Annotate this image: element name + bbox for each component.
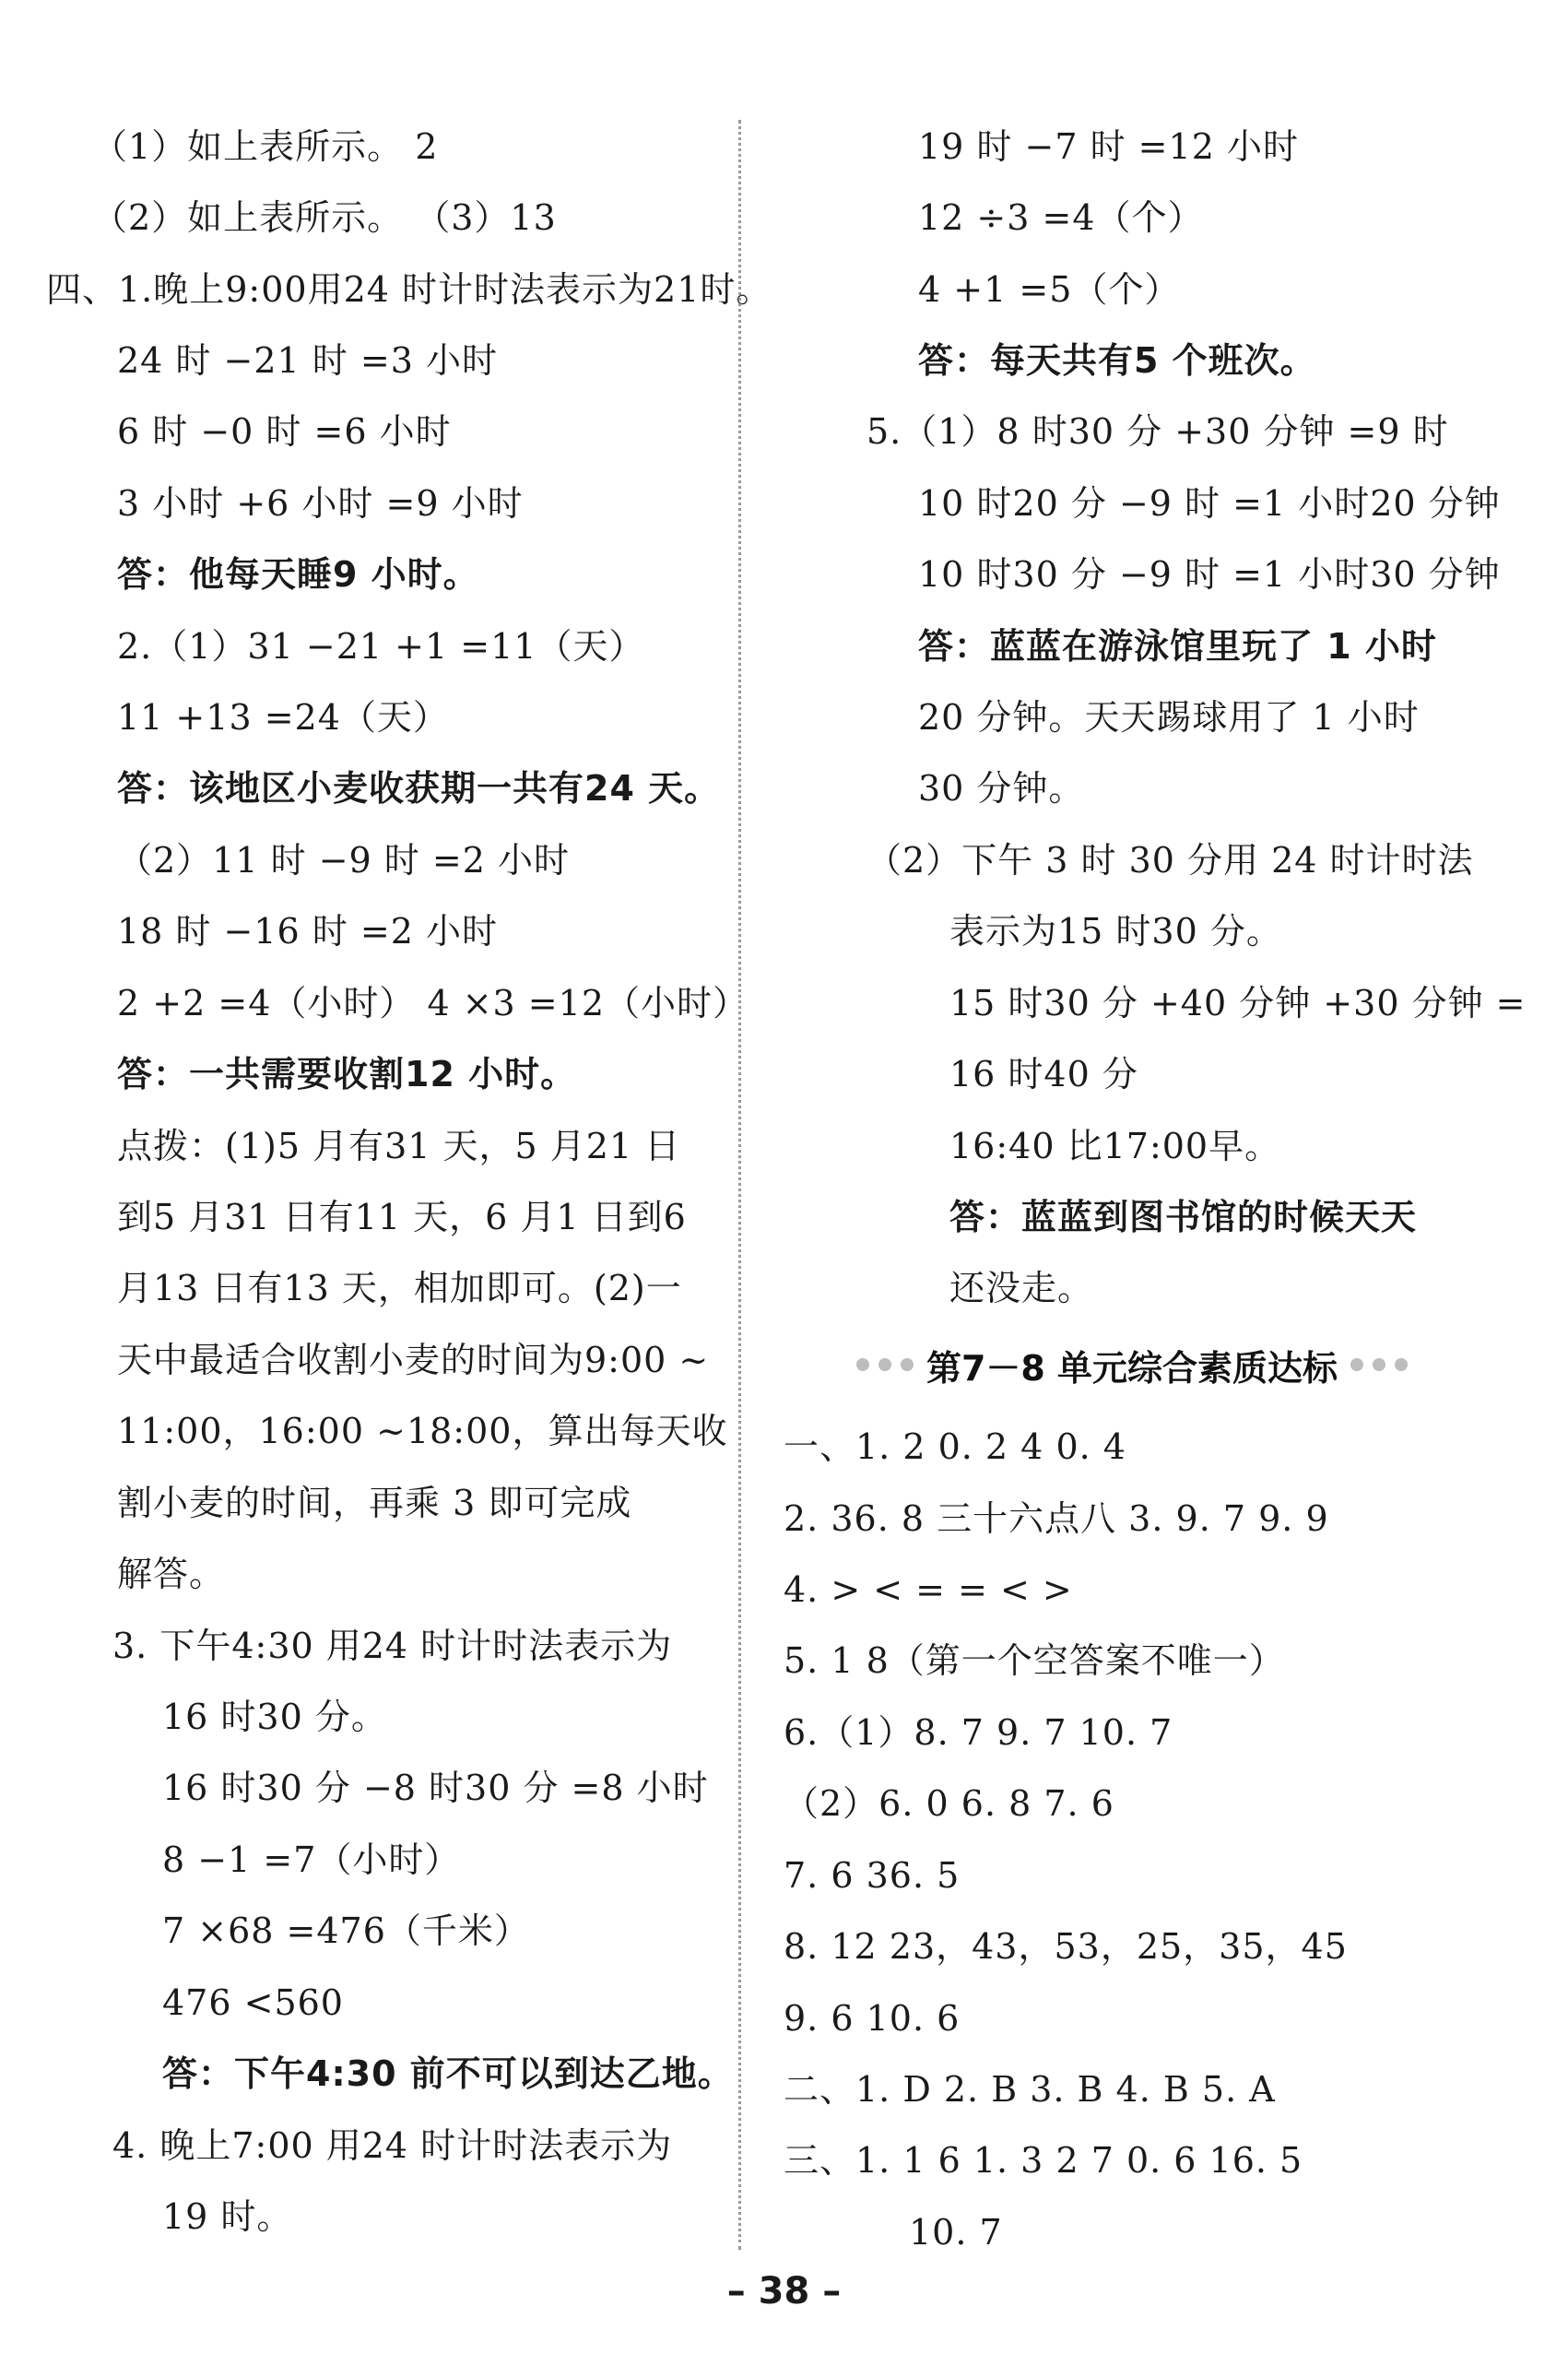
text-line: 476 <560 [162, 1982, 344, 2023]
answer-line: 答：他每天睡9 小时。 [117, 554, 479, 595]
text-line: 15 时30 分 +40 分钟 +30 分钟 = [949, 983, 1527, 1023]
answer-line: 答：该地区小麦收获期一共有24 天。 [117, 768, 721, 809]
text-line: 30 分钟。 [918, 768, 1085, 809]
text-line: 7. 6 36. 5 [784, 1855, 961, 1896]
text-line: 11 +13 =24（天） [117, 697, 449, 738]
text-line: 4. > < = = < > [784, 1569, 1073, 1610]
text-line: 三、1. 1 6 1. 3 2 7 0. 6 16. 5 [784, 2140, 1303, 2181]
text-line: 3. 下午4:30 用24 时计时法表示为 [112, 1626, 673, 1666]
text-line: 6 时 −0 时 =6 小时 [117, 411, 452, 452]
hint-line: 11:00，16:00 ~18:00，算出每天收 [117, 1411, 728, 1451]
text-line: 16 时40 分 [949, 1054, 1138, 1094]
page-number: – 38 – [726, 2270, 842, 2313]
text-line: 还没走。 [949, 1268, 1094, 1308]
decorative-dots-left [856, 1358, 914, 1371]
hint-line: 月13 日有13 天，相加即可。(2)一 [117, 1268, 682, 1308]
section-heading [800, 1339, 1464, 1390]
text-line: 4. 晚上7:00 用24 时计时法表示为 [112, 2125, 673, 2166]
text-line: 19 时。 [162, 2196, 293, 2237]
text-line: 一、1. 2 0. 2 4 0. 4 [784, 1426, 1126, 1467]
text-line: （2）6. 0 6. 8 7. 6 [784, 1783, 1114, 1824]
text-line: 4 +1 =5（个） [918, 269, 1181, 310]
text-line: 2.（1）31 −21 +1 =11（天） [117, 626, 645, 667]
text-line: 二、1. D 2. B 3. B 4. B 5. A [784, 2069, 1276, 2110]
text-line: 5.（1）8 时30 分 +30 分钟 =9 时 [867, 411, 1449, 452]
hint-line: 解答。 [117, 1554, 226, 1594]
text-line: 5. 1 8（第一个空答案不唯一） [784, 1640, 1285, 1681]
column-divider [738, 120, 741, 2250]
hint-line: 点拨：(1)5 月有31 天，5 月21 日 [117, 1126, 681, 1166]
text-line: 2. 36. 8 三十六点八 3. 9. 7 9. 9 [784, 1498, 1329, 1539]
text-line: 四、1.晚上9:00用24 时计时法表示为21时。 [46, 269, 772, 310]
text-line: 12 ÷3 =4（个） [918, 197, 1204, 238]
text-line: 16:40 比17:00早。 [949, 1126, 1281, 1166]
hint-line: 天中最适合收割小麦的时间为9:00 ~ [117, 1340, 710, 1380]
answer-line: 答：每天共有5 个班次。 [918, 340, 1316, 381]
text-line: 8 −1 =7（小时） [162, 1839, 461, 1880]
text-line: 20 分钟。天天踢球用了 1 小时 [918, 697, 1420, 738]
text-line: 16 时30 分。 [162, 1697, 387, 1737]
answer-line: 答：蓝蓝在游泳馆里玩了 1 小时 [918, 626, 1437, 667]
answer-line: 答：下午4:30 前不可以到达乙地。 [162, 2053, 734, 2094]
text-line: 3 小时 +6 小时 =9 小时 [117, 483, 524, 524]
section-title: 第7－8 单元综合素质达标 [925, 1347, 1338, 1389]
text-line: （2）如上表所示。 （3）13 [92, 197, 557, 238]
hint-line: 割小麦的时间，再乘 3 即可完成 [117, 1483, 632, 1523]
text-line: 19 时 −7 时 =12 小时 [918, 126, 1299, 167]
answer-line: 答：一共需要收割12 小时。 [117, 1054, 577, 1094]
text-line: 24 时 −21 时 =3 小时 [117, 340, 498, 381]
text-line: 10 时30 分 −9 时 =1 小时30 分钟 [918, 554, 1501, 595]
text-line: 10 时20 分 −9 时 =1 小时20 分钟 [918, 483, 1501, 524]
hint-line: 到5 月31 日有11 天，6 月1 日到6 [117, 1197, 687, 1237]
text-line: 6.（1）8. 7 9. 7 10. 7 [784, 1712, 1173, 1753]
text-line: （1）如上表所示。 2 [92, 126, 439, 167]
text-line: 16 时30 分 −8 时30 分 =8 小时 [162, 1768, 709, 1808]
text-line: （2）11 时 −9 时 =2 小时 [117, 840, 570, 881]
text-line: 7 ×68 =476（千米） [162, 1910, 530, 1951]
text-line: 8. 12 23，43，53，25，35，45 [784, 1926, 1348, 1967]
decorative-dots-right [1350, 1358, 1408, 1371]
text-line: （2）下午 3 时 30 分用 24 时计时法 [867, 840, 1474, 881]
text-line: 2 +2 =4（小时） 4 ×3 =12（小时） [117, 983, 749, 1023]
text-line: 18 时 −16 时 =2 小时 [117, 911, 498, 952]
text-line: 9. 6 10. 6 [784, 1998, 961, 2039]
answer-line: 答：蓝蓝到图书馆的时候天天 [949, 1197, 1418, 1237]
text-line: 表示为15 时30 分。 [949, 911, 1282, 952]
text-line: 10. 7 [909, 2212, 1003, 2253]
